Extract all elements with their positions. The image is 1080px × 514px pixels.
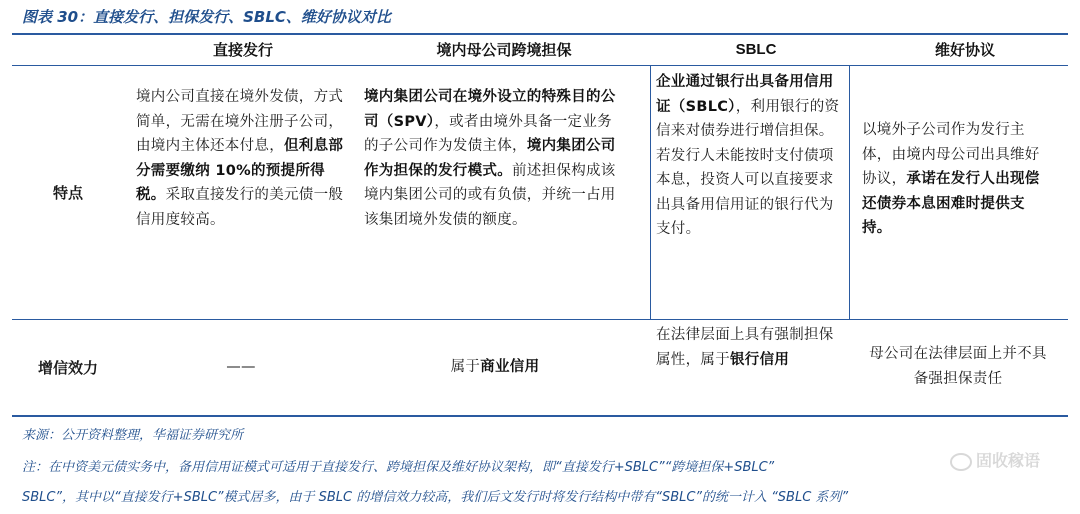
direct-features-text2: 采取直接发行的美元债一般信用度较高。 <box>136 187 344 228</box>
header-keepwell: 维好协议 <box>934 41 995 59</box>
table-header <box>12 36 1068 64</box>
watermark-text: 固收稼语 <box>975 451 1040 470</box>
guarantee-features-bold1: 境内集团公司在境外设立的特殊目的公司（SPV） <box>364 89 616 130</box>
guarantee-credit-text: 属于 <box>450 359 481 375</box>
guarantee-features-text2: 前述担保构成该境内集团公司的或有负债，并统一占用该集团境外发债的额度。 <box>364 162 616 228</box>
sblc-right-border <box>849 66 850 319</box>
watermark <box>950 448 1040 471</box>
bottom-rule <box>12 415 1068 417</box>
row-label-credit: 增信效力 <box>37 359 98 377</box>
sblc-features-text: ，利用银行的资信来对债券进行增信担保。若发行人未能按时支付债项本息，投资人可以直接要求出具备用信用证的银行代为支付。 <box>656 98 840 237</box>
direct-features-bold: 但利息部分需要缴纳 10%的预提所得税。 <box>136 138 344 203</box>
sblc-features-bold: 企业通过银行出具备用信用证（SBLC） <box>656 74 834 115</box>
sblc-credit-text: 在法律层面上具有强制担保属性，属于 <box>656 327 834 368</box>
top-rule <box>12 33 1068 35</box>
note-line-2: SBLC”，其中以“直接发行+SBLC”模式居多，由于 SBLC 的增信效力较高，我们后文发行时将发行结构中带有“SBLC”的统一计入 “SBLC 系列” <box>22 490 849 505</box>
header-sblc: SBLC <box>735 41 777 58</box>
keepwell-features-bold: 承诺在发行人出现偿还债券本息困难时提供支持。 <box>862 171 1040 236</box>
sblc-credit <box>656 323 846 372</box>
header-guarantee: 境内母公司跨境担保 <box>436 41 572 59</box>
source-note: 来源：公开资料整理，华福证券研究所 <box>22 428 244 443</box>
sblc-credit-bold: 银行信用 <box>730 351 790 368</box>
row-rule <box>12 319 1068 320</box>
sblc-features <box>656 70 846 242</box>
guarantee-credit <box>364 355 626 380</box>
row-label-features: 特点 <box>52 184 83 202</box>
keepwell-credit: 母公司在法律层面上并不具备强担保责任 <box>869 346 1047 387</box>
sblc-left-border <box>650 66 651 319</box>
figure-title: 图表 30：直接发行、担保发行、SBLC、维好协议对比 <box>22 8 391 26</box>
keepwell-features <box>862 118 1052 241</box>
direct-features-text1: 境内公司直接在境外发债，方式简单，无需在境外注册子公司，由境内主体还本付息， <box>136 89 344 154</box>
direct-features <box>136 85 346 232</box>
guarantee-credit-bold: 商业信用 <box>480 359 540 375</box>
direct-credit: —— <box>226 359 256 375</box>
header-rule <box>12 65 1068 66</box>
guarantee-features <box>364 85 626 232</box>
wechat-icon <box>950 453 972 471</box>
header-direct: 直接发行 <box>212 41 273 59</box>
guarantee-features-bold2: 境内集团公司作为担保的发行模式。 <box>364 138 616 179</box>
keepwell-features-text: 以境外子公司作为发行主体，由境内母公司出具维好协议， <box>862 122 1040 187</box>
note-line-1: 注：在中资美元债实务中，备用信用证模式可适用于直接发行、跨境担保及维好协议架构，即“直接发行+SBLC”“跨境担保+SBLC” <box>22 460 775 475</box>
guarantee-features-text1: ，或者由境外具备一定业务的子公司作为发债主体， <box>364 113 612 154</box>
